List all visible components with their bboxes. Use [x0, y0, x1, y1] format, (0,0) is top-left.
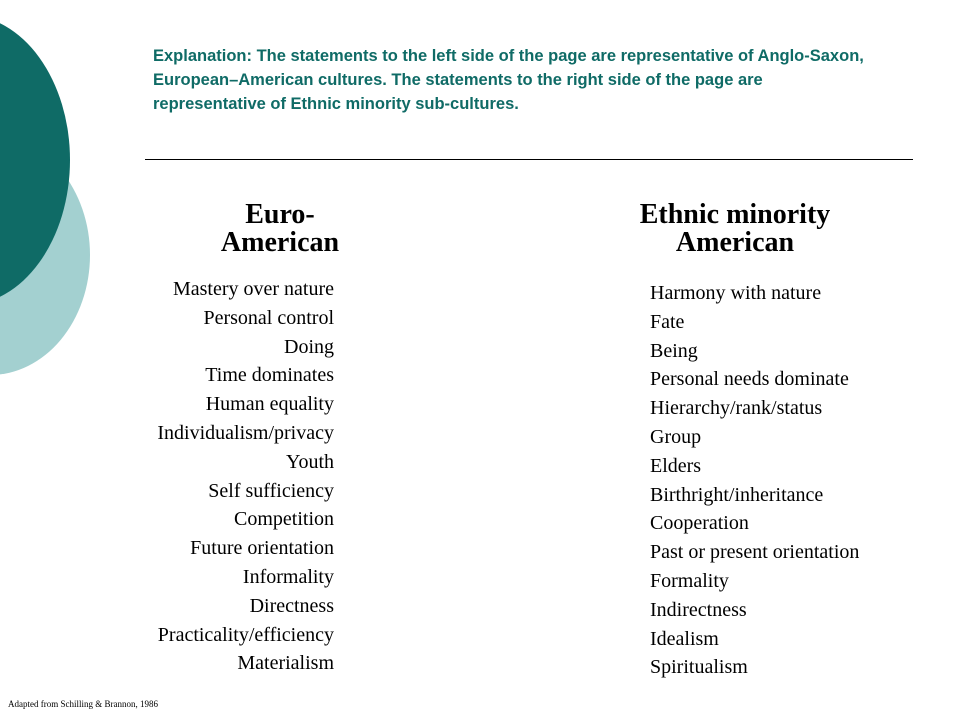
- list-item: Individualism/privacy: [157, 421, 334, 444]
- list-item: Past or present orientation: [650, 541, 860, 564]
- list-item: Fate: [650, 310, 685, 333]
- list-item: Doing: [284, 335, 334, 358]
- list-item: Formality: [650, 569, 729, 592]
- list-item: Group: [650, 425, 702, 448]
- list-item: Personal needs dominate: [650, 368, 849, 391]
- list-item: Cooperation: [650, 512, 749, 535]
- list-item: Being: [650, 339, 698, 362]
- ethnic-minority-heading-line2: American: [675, 227, 795, 258]
- list-item: Birthright/inheritance: [650, 483, 824, 506]
- explanation-text: Explanation: The statements to the left side of the page are representative of Anglo-Saxon, European–American cultures. The statements to the right side of the page are representative of Ethnic minority sub-cultures.: [153, 47, 864, 113]
- list-item: Elders: [650, 454, 702, 477]
- divider-line: [145, 159, 913, 160]
- list-item: Harmony with nature: [650, 282, 822, 304]
- list-item: Hierarchy/rank/status: [650, 397, 823, 420]
- list-item: Directness: [249, 594, 334, 617]
- ethnic-minority-heading: [610, 201, 860, 257]
- euro-american-heading-line1: Euro-: [245, 199, 315, 230]
- list-item: Youth: [286, 450, 334, 473]
- ethnic-minority-heading-line1: Ethnic minority: [639, 199, 831, 230]
- list-item: Future orientation: [190, 537, 334, 560]
- list-item: Time dominates: [205, 364, 334, 387]
- euro-american-heading: [170, 201, 390, 257]
- list-item: Human equality: [205, 393, 334, 416]
- list-item: Materialism: [237, 652, 334, 675]
- list-item: Idealism: [650, 627, 719, 650]
- euro-american-list: [60, 275, 334, 678]
- list-item: Indirectness: [650, 598, 747, 621]
- ethnic-minority-list: [650, 279, 950, 682]
- list-item: Informality: [242, 565, 334, 588]
- list-item: Mastery over nature: [172, 278, 334, 300]
- source-footnote: Adapted from Schilling & Brannon, 1986: [8, 699, 158, 709]
- list-item: Personal control: [203, 306, 334, 329]
- list-item: Practicality/efficiency: [157, 623, 334, 646]
- list-item: Self sufficiency: [208, 479, 334, 502]
- list-item: Competition: [234, 508, 334, 531]
- euro-american-heading-line2: American: [220, 227, 340, 258]
- list-item: Spiritualism: [650, 656, 748, 679]
